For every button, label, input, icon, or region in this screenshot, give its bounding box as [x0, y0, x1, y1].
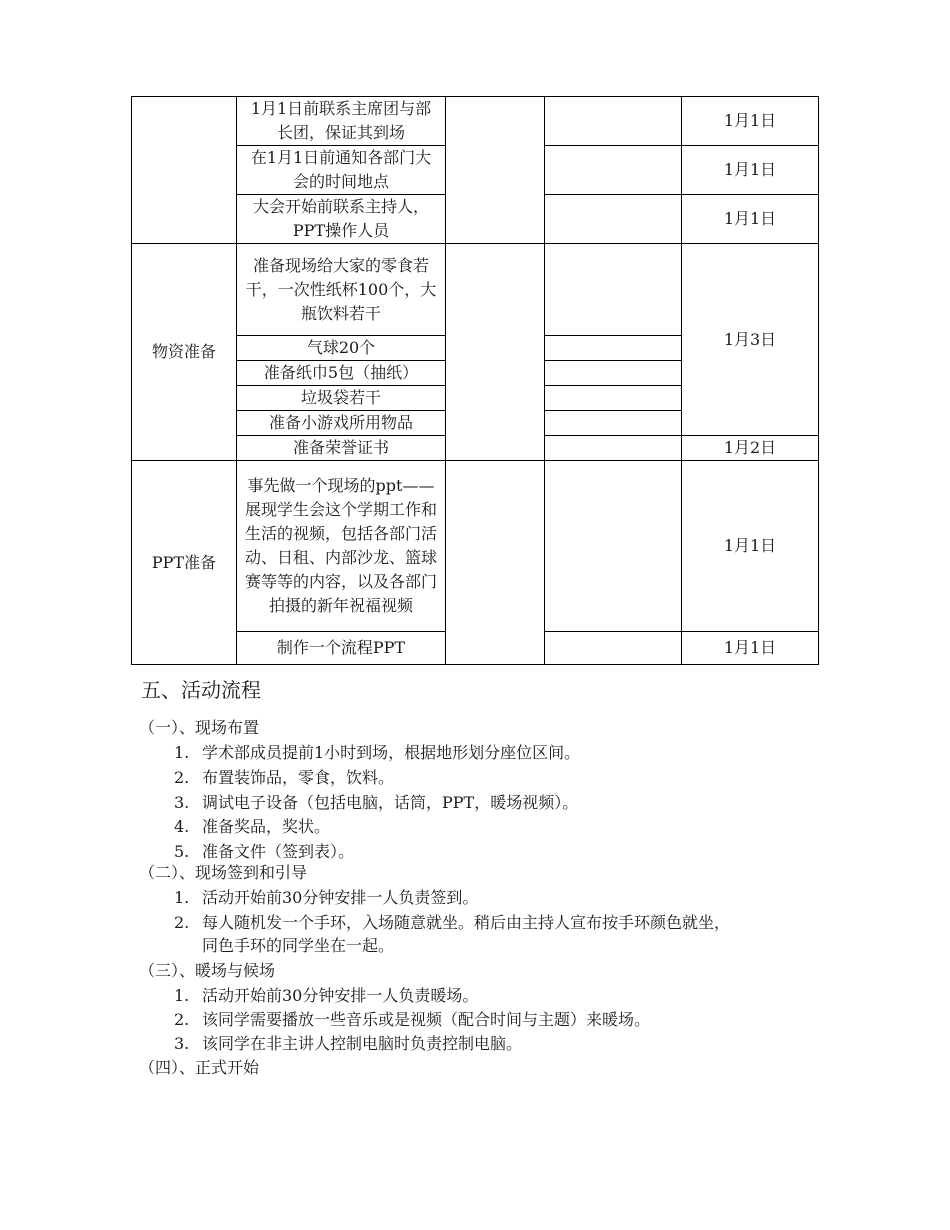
item-number: 3.	[174, 1034, 190, 1053]
blank-cell	[446, 244, 545, 461]
date-cell: 1月1日	[682, 461, 819, 632]
list-item	[174, 886, 478, 910]
item-number: 1.	[174, 986, 190, 1005]
blank-cell	[446, 97, 545, 244]
date-cell: 1月2日	[682, 436, 819, 461]
blank-cell	[545, 361, 682, 386]
blank-cell	[545, 244, 682, 336]
subsection-title: （四）、正式开始	[139, 1058, 260, 1077]
blank-cell	[545, 386, 682, 411]
table-row	[132, 97, 819, 146]
item-text: 学术部成员提前1小时到场，根据地形划分座位区间。	[202, 743, 581, 762]
blank-cell	[545, 97, 682, 146]
item-text: 准备奖品，奖状。	[202, 817, 331, 836]
item-text: 活动开始前30分钟安排一人负责暖场。	[202, 986, 479, 1005]
item-number: 2.	[174, 768, 190, 787]
item-text: 准备文件（签到表）。	[202, 842, 355, 861]
task-cell: 准备荣誉证书	[237, 436, 446, 461]
list-item	[174, 791, 578, 815]
date-cell: 1月1日	[682, 632, 819, 665]
task-cell: 在1月1日前通知各部门大会的时间地点	[237, 146, 446, 195]
table-row	[132, 244, 819, 336]
blank-cell	[446, 461, 545, 665]
item-number: 1.	[174, 743, 190, 762]
task-cell: 垃圾袋若干	[237, 386, 446, 411]
blank-cell	[545, 436, 682, 461]
subsection-title: （一）、现场布置	[139, 718, 260, 737]
task-cell: 准备小游戏所用物品	[237, 411, 446, 436]
task-cell: 大会开始前联系主持人，PPT操作人员	[237, 195, 446, 244]
item-number: 2.	[174, 913, 190, 932]
task-cell: 气球20个	[237, 336, 446, 361]
blank-cell	[545, 461, 682, 632]
item-text: 活动开始前30分钟安排一人负责签到。	[202, 888, 479, 907]
date-cell: 1月1日	[682, 146, 819, 195]
item-text: 该同学需要播放一些音乐或是视频（配合时间与主题）来暖场。	[202, 1010, 651, 1029]
list-item	[174, 815, 330, 839]
blank-cell	[545, 632, 682, 665]
task-cell: 制作一个流程PPT	[237, 632, 446, 665]
list-item	[174, 984, 478, 1008]
list-item	[174, 1008, 650, 1032]
item-number: 3.	[174, 793, 190, 812]
task-cell: 事先做一个现场的ppt——展现学生会这个学期工作和生活的视频，包括各部门活动、日租、内部沙龙、篮球赛等等的内容，以及各部门拍摄的新年祝福视频	[237, 461, 446, 632]
section-heading: 五、活动流程	[141, 678, 261, 702]
item-number: 2.	[174, 1010, 190, 1029]
list-item	[174, 911, 730, 935]
list-item	[174, 766, 394, 790]
category-cell: 物资准备	[132, 244, 237, 461]
item-continuation: 同色手环的同学坐在一起。	[202, 936, 395, 955]
subsection-title: （二）、现场签到和引导	[139, 863, 308, 882]
table-row	[132, 461, 819, 632]
item-number: 4.	[174, 817, 190, 836]
category-cell: PPT准备	[132, 461, 237, 665]
list-item	[174, 741, 580, 765]
subsection-title: （三）、暖场与候场	[139, 961, 276, 980]
blank-cell	[545, 411, 682, 436]
task-cell: 1月1日前联系主席团与部长团，保证其到场	[237, 97, 446, 146]
arrangement-table	[131, 96, 819, 665]
task-cell: 准备纸巾5包（抽纸）	[237, 361, 446, 386]
blank-cell	[545, 195, 682, 244]
task-cell: 准备现场给大家的零食若干，一次性纸杯100个，大瓶饮料若干	[237, 244, 446, 336]
blank-cell	[545, 146, 682, 195]
item-number: 5.	[174, 842, 190, 861]
item-text: 该同学在非主讲人控制电脑时负责控制电脑。	[202, 1034, 523, 1053]
item-text: 布置装饰品，零食，饮料。	[202, 768, 395, 787]
category-cell-empty	[132, 97, 237, 244]
blank-cell	[545, 336, 682, 361]
date-cell: 1月1日	[682, 195, 819, 244]
list-item	[174, 1032, 522, 1056]
item-text: 每人随机发一个手环，入场随意就坐。稍后由主持人宣布按手环颜色就坐，	[202, 913, 731, 932]
item-number: 1.	[174, 888, 190, 907]
date-cell: 1月1日	[682, 97, 819, 146]
date-cell: 1月3日	[682, 244, 819, 436]
item-text: 调试电子设备（包括电脑，话筒，PPT，暖场视频）。	[202, 793, 579, 812]
